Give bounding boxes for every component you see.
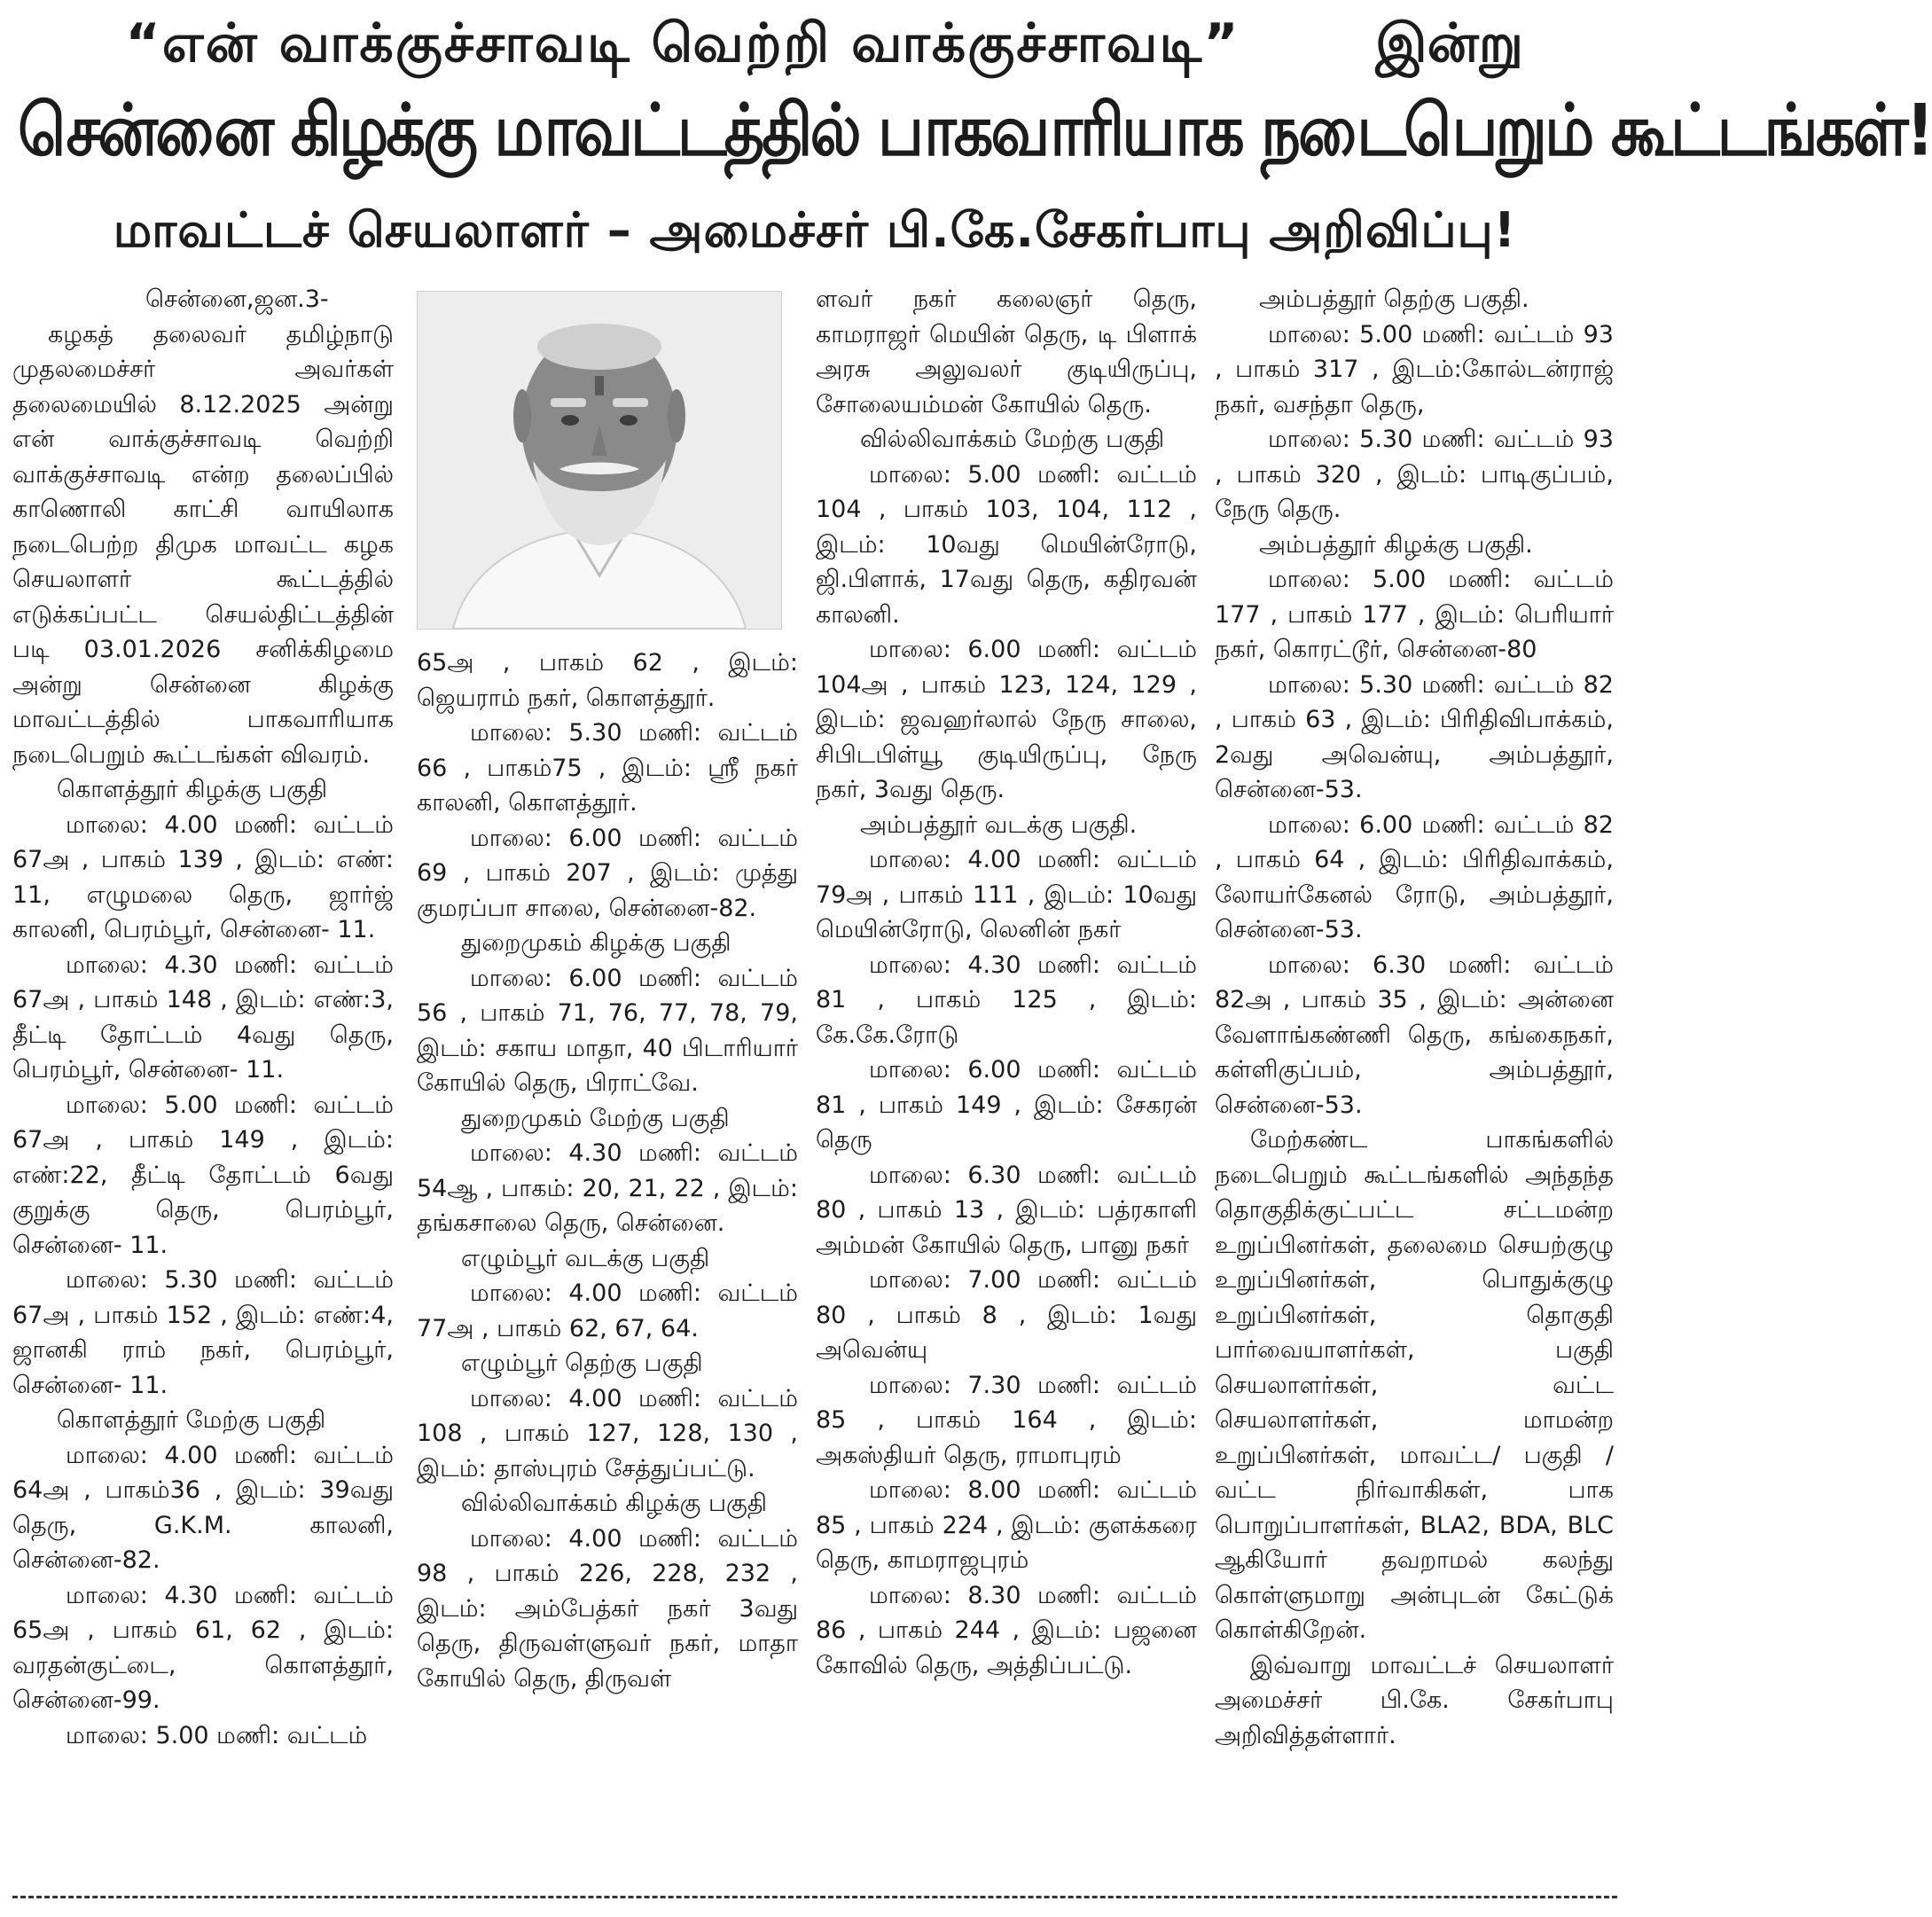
article-column-4 [1215, 282, 1614, 1878]
section-heading: கொளத்தூர் கிழக்கு பகுதி [57, 776, 328, 803]
meeting-entry: மாலை: 5.00 மணி: வட்டம் 177 , பாகம் 177 , இடம்: பெரியார் நகர், கொரட்டூர், சென்னை-80 [1215, 566, 1614, 663]
meeting-entry: மாலை: 6.00 மணி: வட்டம் 104அ , பாகம் 123, 124, 129 , இடம்: ஜவஹர்லால் நேரு சாலை, சிபிடபிள்யூ குடியிருப்பு, நேரு நகர், 3வது தெரு. [816, 636, 1197, 803]
main-headline: சென்னை கிழக்கு மாவட்டத்தில் பாகவாரியாக நடைபெறும் கூட்டங்கள்! [18, 88, 1932, 172]
meeting-entry: மாலை: 4.00 மணி: வட்டம் 79அ , பாகம் 111 , இடம்: 10வது மெயின்ரோடு, லெனின் நகர் [816, 846, 1197, 943]
meeting-entry: மாலை: 4.30 மணி: வட்டம் 67அ , பாகம் 148 , இடம்: எண்:3, தீட்டி தோட்டம் 4வது தெரு, பெரம்பூர், சென்னை- 11. [12, 951, 394, 1084]
meeting-entry: மாலை: 5.00 மணி: வட்டம் 104 , பாகம் 103, 104, 112 , இடம்: 10வது மெயின்ரோடு, ஜி.பிளாக், 17வது தெரு, கதிரவன் காலனி. [816, 460, 1197, 629]
section-heading: வில்லிவாக்கம் மேற்கு பகுதி [860, 426, 1165, 453]
section-heading: எழும்பூர் வடக்கு பகுதி [461, 1244, 710, 1272]
column-2-list [417, 646, 798, 1696]
meeting-entry: மாலை: 4.00 மணி: வட்டம் 77அ , பாகம் 62, 67, 64. [417, 1279, 798, 1342]
article-column-1 [12, 282, 394, 1878]
meeting-entry: மாலை: 6.00 மணி: வட்டம் 69 , பாகம் 207 , இடம்: முத்து குமரப்பா சாலை, சென்னை-82. [417, 824, 798, 922]
meeting-entry: மாலை: 4.00 மணி: வட்டம் 108 , பாகம் 127, 128, 130 , இடம்: தாஸ்புரம் சேத்துப்பட்டு. [417, 1384, 798, 1483]
meeting-entry: மாலை: 6.00 மணி: வட்டம் 82 , பாகம் 64 , இடம்: பிரிதிவாக்கம், லோயர்கேனல் ரோடு, அம்பத்தூர், சென்னை-53. [1215, 810, 1614, 943]
meeting-entry: மாலை: 6.00 மணி: வட்டம் 81 , பாகம் 149 , இடம்: சேகரன் தெரு [816, 1056, 1197, 1154]
column-3-list [816, 282, 1197, 1683]
meeting-entry: மாலை: 4.30 மணி: வட்டம் 65அ , பாகம் 61, 62 , இடம்: வரதன்குட்டை, கொளத்தூர், சென்னை-99. [12, 1581, 394, 1714]
continued-text: ளவர் நகர் கலைஞர் தெரு, காமராஜர் மெயின் தெரு, டி பிளாக் அரசு அலுவலர் குடியிருப்பு, சோலையம்மன் கோயில் தெரு. [816, 286, 1197, 419]
article-column-3 [816, 282, 1197, 1878]
article-column-2 [417, 282, 798, 1878]
meeting-entry: மாலை: 8.30 மணி: வட்டம் 86 , பாகம் 244 , இடம்: பஜனை கோவில் தெரு, அத்திப்பட்டு. [816, 1581, 1197, 1679]
meeting-entry: மாலை: 5.30 மணி: வட்டம் 93 , பாகம் 320 , இடம்: பாடிகுப்பம், நேரு தெரு. [1215, 426, 1614, 523]
section-heading: கொளத்தூர் மேற்கு பகுதி [57, 1406, 326, 1434]
meeting-entry: மாலை: 7.30 மணி: வட்டம் 85 , பாகம் 164 , இடம்: அகஸ்தியர் தெரு, ராமாபுரம் [816, 1371, 1197, 1469]
headline-today: இன்று [1375, 12, 1523, 74]
meeting-entry: மாலை: 7.00 மணி: வட்டம் 80 , பாகம் 8 , இடம்: 1வது அவென்யு [816, 1266, 1197, 1364]
section-heading: வில்லிவாக்கம் கிழக்கு பகுதி [461, 1490, 768, 1517]
section-heading: எழும்பூர் தெற்கு பகுதி [461, 1350, 703, 1377]
meeting-entry: மாலை: 6.30 மணி: வட்டம் 82அ , பாகம் 35 , இடம்: அன்னை வேளாங்கண்ணி தெரு, கங்கைநகர், கள்ளிகுப்பம், அம்பத்தூர், சென்னை-53. [1215, 951, 1614, 1119]
closing-paragraph: இவ்வாறு மாவட்டச் செயலாளர் அமைச்சர் பி.கே. சேகர்பாபு அறிவித்தள்ளார். [1215, 1651, 1614, 1749]
section-heading: அம்பத்தூர் தெற்கு பகுதி. [1259, 286, 1529, 313]
portrait-illustration [418, 292, 781, 629]
meeting-entry: மாலை: 5.30 மணி: வட்டம் 66 , பாகம்75 , இடம்: ஸ்ரீ நகர் காலனி, கொளத்தூர். [417, 719, 798, 817]
column-1-list [12, 772, 394, 1753]
column-4-list [1215, 282, 1614, 1753]
meeting-entry: மாலை: 5.00 மணி: வட்டம் [66, 1721, 368, 1749]
sub-headline: மாவட்டச் செயலாளர் – அமைச்சர் பி.கே.சேகர்பாபு அறிவிப்பு! [113, 202, 1517, 258]
closing-paragraph: மேற்கண்ட பாகங்களில் நடைபெறும் கூட்டங்களில் அந்தந்த தொகுதிக்குட்பட்ட சட்டமன்ற உறுப்பினர்கள், தலைமை செயற்குழு உறுப்பினர்கள், பொதுக்குழு உறுப்பினர்கள், தொகுதி பார்வையாளர்கள், பகுதி செயலாளர்கள், வட்ட செயலாளர்கள், மாமன்ற உறுப்பினர்கள், மாவட்ட/ பகுதி / வட்ட நிர்வாகிகள், பாக பொறுப்பாளர்கள், BLA2, BDA, BLC ஆகியோர் தவறாமல் கலந்து கொள்ளுமாறு அன்புடன் கேட்டுக் கொள்கிறேன். [1215, 1126, 1614, 1644]
headline-top [0, 5, 1630, 90]
section-heading: அம்பத்தூர் கிழக்கு பகுதி. [1259, 530, 1533, 559]
section-heading: துறைமுகம் கிழக்கு பகுதி [461, 929, 731, 957]
meeting-entry: மாலை: 4.30 மணி: வட்டம் 81 , பாகம் 125 , இடம்: கே.கே.ரோடு [816, 951, 1197, 1049]
meeting-entry: மாலை: 6.30 மணி: வட்டம் 80 , பாகம் 13 , இடம்: பத்ரகாளி அம்மன் கோயில் தெரு, பானு நகர் [816, 1161, 1197, 1259]
section-heading: துறைமுகம் மேற்கு பகுதி [461, 1104, 730, 1132]
intro-paragraph: கழகத் தலைவர் தமிழ்நாடு முதலமைச்சர் அவர்கள் தலைமையில் 8.12.2025 அன்று என் வாக்குச்சாவடி வெற்றி வாக்குச்சாவடி என்ற தலைப்பில் காணொலி காட்சி வாயிலாக நடைபெற்ற திமுக மாவட்ட கழக செயலாளர் கூட்டத்தில் எடுக்கப்பட்ட செயல்திட்டத்தின் படி 03.01.2026 சனிக்கிழமை அன்று சென்னை கிழக்கு மாவட்டத்தில் பாகவாரியாக நடைபெறும் கூட்டங்கள் விவரம். [12, 320, 394, 769]
meeting-entry: மாலை: 5.00 மணி: வட்டம் 93 , பாகம் 317 , இடம்:கோல்டன்ராஜ் நகர், வசந்தா தெரு, [1215, 320, 1614, 419]
continued-text: 65அ , பாகம் 62 , இடம்: ஜெயராம் நகர், கொளத்தூர். [417, 649, 798, 712]
meeting-entry: மாலை: 4.00 மணி: வட்டம் 98 , பாகம் 226, 228, 232 , இடம்: அம்பேத்கர் நகர் 3வது தெரு, திருவள்ளுவர் நகர், மாதா கோயில் தெரு, திருவள் [417, 1524, 798, 1693]
meeting-entry: மாலை: 5.30 மணி: வட்டம் 67அ , பாகம் 152 , இடம்: எண்:4, ஜானகி ராம் நகர், பெரம்பூர், சென்னை- 11. [12, 1266, 394, 1399]
meeting-entry: மாலை: 5.00 மணி: வட்டம் 67அ , பாகம் 149 , இடம்: எண்:22, தீட்டி தோட்டம் 6வது குறுக்கு தெரு, பெரம்பூர், சென்னை- 11. [12, 1091, 394, 1259]
meeting-entry: மாலை: 4.00 மணி: வட்டம் 64அ , பாகம்36 , இடம்: 39வது தெரு, G.K.M. காலனி, சென்னை-82. [12, 1441, 394, 1574]
headline-quote: “என் வாக்குச்சாவடி வெற்றி வாக்குச்சாவடி” [125, 12, 1240, 74]
dateline: சென்னை,ஜன.3- [145, 286, 329, 313]
meeting-entry: மாலை: 4.00 மணி: வட்டம் 67அ , பாகம் 139 , இடம்: எண்: 11, எழுமலை தெரு, ஜார்ஜ் காலனி, பெரம்பூர், சென்னை- 11. [12, 810, 394, 943]
meeting-entry: மாலை: 6.00 மணி: வட்டம் 56 , பாகம் 71, 76, 77, 78, 79, இடம்: சகாய மாதா, 40 பிடாரியார் கோயில் தெரு, பிராட்வே. [417, 964, 798, 1097]
bottom-dashed-rule [12, 1896, 1617, 1898]
meeting-entry: மாலை: 5.30 மணி: வட்டம் 82 , பாகம் 63 , இடம்: பிரிதிவிபாக்கம், 2வது அவென்யு, அம்பத்தூர், சென்னை-53. [1215, 670, 1614, 803]
meeting-entry: மாலை: 8.00 மணி: வட்டம் 85 , பாகம் 224 , இடம்: குளக்கரை தெரு, காமராஜபுரம் [816, 1476, 1197, 1574]
section-heading: அம்பத்தூர் வடக்கு பகுதி. [860, 810, 1138, 839]
meeting-entry: மாலை: 4.30 மணி: வட்டம் 54ஆ , பாகம்: 20, 21, 22 , இடம்: தங்கசாலை தெரு, சென்னை. [417, 1139, 798, 1237]
portrait-photo [417, 291, 782, 630]
